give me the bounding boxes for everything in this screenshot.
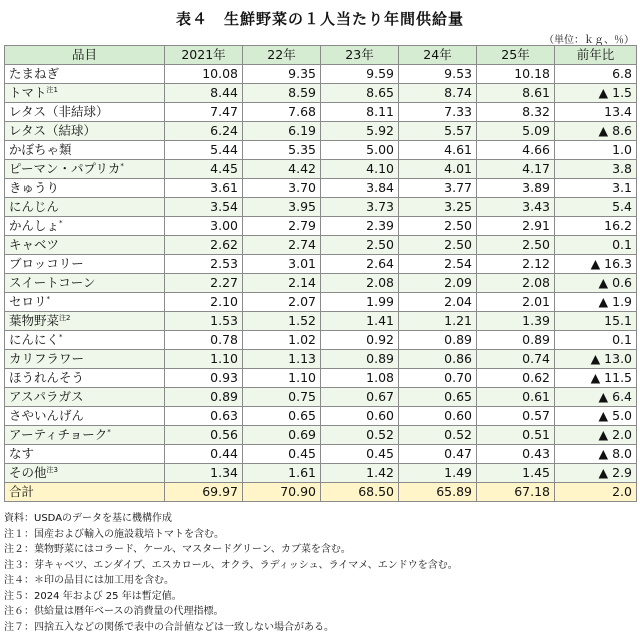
total-value-cell: 68.50 <box>321 483 399 502</box>
value-cell: 0.92 <box>321 331 399 350</box>
table-row <box>5 312 637 331</box>
value-cell: 4.10 <box>321 160 399 179</box>
value-cell: 8.11 <box>321 103 399 122</box>
note-marker: * <box>59 333 63 341</box>
item-name: かんしょ <box>9 218 60 233</box>
value-cell: 1.41 <box>321 312 399 331</box>
table-row <box>5 464 637 483</box>
value-cell: 2.04 <box>399 293 477 312</box>
item-name-cell <box>5 369 165 388</box>
value-cell: 3.84 <box>321 179 399 198</box>
value-cell: 1.52 <box>243 312 321 331</box>
value-cell: 4.66 <box>477 141 555 160</box>
item-name-cell <box>5 464 165 483</box>
value-cell: 1.13 <box>243 350 321 369</box>
item-name-cell <box>5 84 165 103</box>
item-name: ほうれんそう <box>9 370 85 385</box>
item-name: ブロッコリー <box>9 256 84 271</box>
value-cell: 5.44 <box>165 141 243 160</box>
yoy-cell: ▲ 0.6 <box>555 274 637 293</box>
value-cell: 3.01 <box>243 255 321 274</box>
item-name-cell <box>5 293 165 312</box>
value-cell: 0.89 <box>477 331 555 350</box>
value-cell: 0.56 <box>165 426 243 445</box>
footnote-line: 注２：葉物野菜にはコラード、ケール、マスタードグリーン、カブ菜を含む。 <box>4 544 351 555</box>
value-cell: 8.44 <box>165 84 243 103</box>
item-name-cell <box>5 179 165 198</box>
table-row <box>5 331 637 350</box>
item-name: なす <box>9 446 35 461</box>
value-cell: 0.51 <box>477 426 555 445</box>
value-cell: 0.75 <box>243 388 321 407</box>
value-cell: 4.61 <box>399 141 477 160</box>
value-cell: 0.70 <box>399 369 477 388</box>
value-cell: 2.62 <box>165 236 243 255</box>
table-title: 表４ 生鮮野菜の１人当たり年間供給量 <box>175 10 464 28</box>
value-cell: 0.89 <box>165 388 243 407</box>
footnote-line: 注３：芽キャベツ、エンダイブ、エスカロール、オクラ、ラディッシュ、ライマメ、エンドウを含む。 <box>4 559 458 571</box>
item-name: にんにく <box>9 332 60 347</box>
value-cell: 2.07 <box>243 293 321 312</box>
table-row <box>5 122 637 141</box>
item-name-cell <box>5 426 165 445</box>
yoy-cell: ▲ 13.0 <box>555 350 637 369</box>
value-cell: 9.35 <box>243 65 321 84</box>
value-cell: 0.93 <box>165 369 243 388</box>
footnote-line: 注５：2024 年および 25 年は暫定値。 <box>4 590 182 602</box>
value-cell: 9.53 <box>399 65 477 84</box>
table-row <box>5 369 637 388</box>
value-cell: 8.32 <box>477 103 555 122</box>
value-cell: 0.45 <box>243 445 321 464</box>
value-cell: 10.08 <box>165 65 243 84</box>
item-name-cell <box>5 141 165 160</box>
table-row <box>5 350 637 369</box>
value-cell: 2.91 <box>477 217 555 236</box>
yoy-cell: ▲ 5.0 <box>555 407 637 426</box>
value-cell: 1.34 <box>165 464 243 483</box>
header-2024: 24年 <box>399 46 477 65</box>
item-name: たまねぎ <box>9 66 60 81</box>
yoy-cell: ▲ 1.5 <box>555 84 637 103</box>
note-marker: * <box>46 295 51 303</box>
value-cell: 2.08 <box>477 274 555 293</box>
value-cell: 4.01 <box>399 160 477 179</box>
item-name-cell <box>5 312 165 331</box>
yoy-cell: ▲ 2.0 <box>555 426 637 445</box>
header-2025: 25年 <box>477 46 555 65</box>
table-row <box>5 217 637 236</box>
value-cell: 2.79 <box>243 217 321 236</box>
value-cell: 0.69 <box>243 426 321 445</box>
value-cell: 5.00 <box>321 141 399 160</box>
value-cell: 3.73 <box>321 198 399 217</box>
header-item: 品目 <box>5 46 165 65</box>
header-yoy: 前年比 <box>555 46 637 65</box>
yoy-cell: 5.4 <box>555 198 637 217</box>
value-cell: 4.42 <box>243 160 321 179</box>
value-cell: 2.01 <box>477 293 555 312</box>
item-name-cell <box>5 236 165 255</box>
value-cell: 7.47 <box>165 103 243 122</box>
value-cell: 7.68 <box>243 103 321 122</box>
item-name: レタス（結球） <box>9 123 97 138</box>
value-cell: 1.10 <box>165 350 243 369</box>
item-name: カリフラワー <box>9 351 85 366</box>
yoy-cell: 3.1 <box>555 179 637 198</box>
header-row <box>5 46 637 65</box>
value-cell: 2.50 <box>399 217 477 236</box>
value-cell: 2.39 <box>321 217 399 236</box>
total-yoy-cell: 2.0 <box>555 483 637 502</box>
yoy-cell: 16.2 <box>555 217 637 236</box>
table-row <box>5 160 637 179</box>
value-cell: 1.39 <box>477 312 555 331</box>
value-cell: 4.17 <box>477 160 555 179</box>
yoy-cell: 6.8 <box>555 65 637 84</box>
value-cell: 0.44 <box>165 445 243 464</box>
yoy-cell: ▲ 8.0 <box>555 445 637 464</box>
item-name: きゅうり <box>9 180 60 195</box>
yoy-cell: ▲ 1.9 <box>555 293 637 312</box>
value-cell: 0.67 <box>321 388 399 407</box>
value-cell: 3.43 <box>477 198 555 217</box>
value-cell: 3.89 <box>477 179 555 198</box>
value-cell: 3.25 <box>399 198 477 217</box>
item-name-cell <box>5 65 165 84</box>
value-cell: 1.02 <box>243 331 321 350</box>
value-cell: 2.50 <box>399 236 477 255</box>
table-row <box>5 388 637 407</box>
value-cell: 0.65 <box>399 388 477 407</box>
value-cell: 0.62 <box>477 369 555 388</box>
value-cell: 0.89 <box>399 331 477 350</box>
value-cell: 8.59 <box>243 84 321 103</box>
value-cell: 2.74 <box>243 236 321 255</box>
value-cell: 2.09 <box>399 274 477 293</box>
value-cell: 0.52 <box>399 426 477 445</box>
value-cell: 2.64 <box>321 255 399 274</box>
item-name-cell <box>5 122 165 141</box>
total-value-cell: 70.90 <box>243 483 321 502</box>
value-cell: 5.92 <box>321 122 399 141</box>
item-name: アーティチョーク <box>9 427 108 442</box>
table-body <box>5 65 637 502</box>
value-cell: 0.89 <box>321 350 399 369</box>
value-cell: 2.12 <box>477 255 555 274</box>
total-value-cell: 67.18 <box>477 483 555 502</box>
table-row <box>5 274 637 293</box>
table-row <box>5 293 637 312</box>
table-row <box>5 179 637 198</box>
value-cell: 3.70 <box>243 179 321 198</box>
value-cell: 0.52 <box>321 426 399 445</box>
value-cell: 3.95 <box>243 198 321 217</box>
value-cell: 1.08 <box>321 369 399 388</box>
item-name: さやいんげん <box>9 408 85 423</box>
value-cell: 1.45 <box>477 464 555 483</box>
value-cell: 1.61 <box>243 464 321 483</box>
value-cell: 0.74 <box>477 350 555 369</box>
footnote-line: 注６：供給量は暦年ベースの消費量の代理指標。 <box>4 606 224 617</box>
supply-table <box>4 45 637 502</box>
item-name-cell <box>5 217 165 236</box>
header-2022: 22年 <box>243 46 321 65</box>
item-name: その他 <box>9 465 47 480</box>
note-marker: * <box>120 162 124 170</box>
value-cell: 1.49 <box>399 464 477 483</box>
value-cell: 0.63 <box>165 407 243 426</box>
yoy-cell: 13.4 <box>555 103 637 122</box>
item-name: セロリ <box>9 294 47 309</box>
header-2023: 23年 <box>321 46 399 65</box>
value-cell: 6.19 <box>243 122 321 141</box>
item-name: トマト <box>9 85 47 100</box>
table-row <box>5 236 637 255</box>
value-cell: 2.10 <box>165 293 243 312</box>
value-cell: 7.33 <box>399 103 477 122</box>
unit-label: （単位：ｋｇ、％） <box>544 35 634 46</box>
yoy-cell: 0.1 <box>555 236 637 255</box>
value-cell: 2.54 <box>399 255 477 274</box>
table-row <box>5 141 637 160</box>
value-cell: 3.00 <box>165 217 243 236</box>
value-cell: 0.60 <box>321 407 399 426</box>
item-name-cell <box>5 255 165 274</box>
value-cell: 1.53 <box>165 312 243 331</box>
item-name-cell <box>5 198 165 217</box>
footnote-line: 資料：USDAのデータを基に機構作成 <box>4 513 173 524</box>
header-2021: 2021年 <box>165 46 243 65</box>
total-label: 合計 <box>5 483 165 502</box>
table-row <box>5 445 637 464</box>
item-name: かぼちゃ類 <box>9 142 72 157</box>
value-cell: 3.61 <box>165 179 243 198</box>
value-cell: 3.54 <box>165 198 243 217</box>
item-name-cell <box>5 407 165 426</box>
value-cell: 2.50 <box>321 236 399 255</box>
yoy-cell: 0.1 <box>555 331 637 350</box>
value-cell: 2.27 <box>165 274 243 293</box>
value-cell: 0.43 <box>477 445 555 464</box>
value-cell: 1.21 <box>399 312 477 331</box>
note-marker: * <box>59 219 63 227</box>
item-name: ピーマン・パプリカ <box>9 161 121 176</box>
yoy-cell: 3.8 <box>555 160 637 179</box>
note-marker: 注3 <box>46 466 58 474</box>
value-cell: 2.50 <box>477 236 555 255</box>
footnotes <box>4 511 636 635</box>
yoy-cell: ▲ 11.5 <box>555 369 637 388</box>
value-cell: 0.78 <box>165 331 243 350</box>
value-cell: 0.86 <box>399 350 477 369</box>
yoy-cell: ▲ 2.9 <box>555 464 637 483</box>
value-cell: 3.77 <box>399 179 477 198</box>
yoy-cell: ▲ 16.3 <box>555 255 637 274</box>
footnote-line: 注７：四捨五入などの関係で表中の合計値などは一致しない場合がある。 <box>4 621 334 633</box>
table-row <box>5 198 637 217</box>
value-cell: 0.45 <box>321 445 399 464</box>
item-name: スイートコーン <box>9 275 96 290</box>
item-name: アスパラガス <box>9 389 84 404</box>
value-cell: 1.42 <box>321 464 399 483</box>
value-cell: 2.53 <box>165 255 243 274</box>
yoy-cell: ▲ 6.4 <box>555 388 637 407</box>
item-name-cell <box>5 388 165 407</box>
yoy-cell: ▲ 8.6 <box>555 122 637 141</box>
item-name-cell <box>5 350 165 369</box>
value-cell: 2.08 <box>321 274 399 293</box>
total-value-cell: 69.97 <box>165 483 243 502</box>
value-cell: 1.99 <box>321 293 399 312</box>
value-cell: 6.24 <box>165 122 243 141</box>
value-cell: 0.57 <box>477 407 555 426</box>
value-cell: 8.65 <box>321 84 399 103</box>
table-row <box>5 255 637 274</box>
total-row <box>5 483 637 502</box>
item-name: 葉物野菜 <box>9 313 60 328</box>
item-name-cell <box>5 160 165 179</box>
yoy-cell: 1.0 <box>555 141 637 160</box>
value-cell: 4.45 <box>165 160 243 179</box>
footnote-line: 注１：国産および輸入の施設栽培トマトを含む。 <box>4 528 224 540</box>
item-name: にんじん <box>9 199 60 214</box>
item-name-cell <box>5 331 165 350</box>
footnote-line: 注４：＊印の品目には加工用を含む。 <box>4 575 174 586</box>
table-row <box>5 65 637 84</box>
value-cell: 8.61 <box>477 84 555 103</box>
value-cell: 0.61 <box>477 388 555 407</box>
value-cell: 0.65 <box>243 407 321 426</box>
item-name-cell <box>5 445 165 464</box>
table-row <box>5 103 637 122</box>
total-value-cell: 65.89 <box>399 483 477 502</box>
yoy-cell: 15.1 <box>555 312 637 331</box>
item-name: レタス（非結球） <box>9 104 109 119</box>
value-cell: 9.59 <box>321 65 399 84</box>
item-name-cell <box>5 274 165 293</box>
value-cell: 0.47 <box>399 445 477 464</box>
value-cell: 5.35 <box>243 141 321 160</box>
item-name: キャベツ <box>9 237 60 252</box>
value-cell: 5.57 <box>399 122 477 141</box>
table-row <box>5 84 637 103</box>
note-marker: 注2 <box>59 314 71 322</box>
value-cell: 1.10 <box>243 369 321 388</box>
value-cell: 5.09 <box>477 122 555 141</box>
item-name-cell <box>5 103 165 122</box>
table-row <box>5 407 637 426</box>
note-marker: * <box>107 428 111 436</box>
table-row <box>5 426 637 445</box>
value-cell: 2.14 <box>243 274 321 293</box>
note-marker: 注1 <box>46 86 58 94</box>
value-cell: 0.60 <box>399 407 477 426</box>
value-cell: 10.18 <box>477 65 555 84</box>
value-cell: 8.74 <box>399 84 477 103</box>
